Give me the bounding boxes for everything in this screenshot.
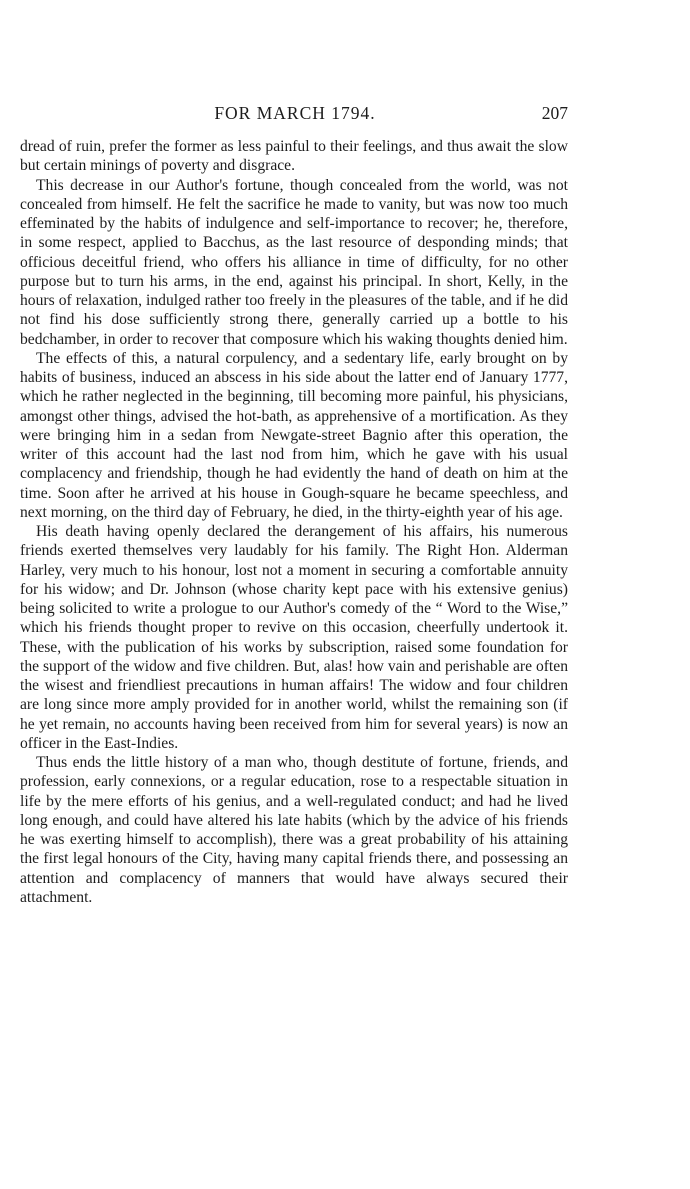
body-text <box>20 137 568 907</box>
paragraph-continued: dread of ruin, prefer the former as less painful to their feelings, and thus await the slow but certain minings of poverty and disgrace. <box>20 138 568 175</box>
paragraph-conclusion: Thus ends the little history of a man who, though destitute of fortune, friends, and profession, early connexions, or a regular education, rose to a respectable situation in life by the mere efforts of his genius, and a well-regulated conduct; and had he lived long enough, and could have altered his late habits (which by the advice of his friends he was exerting himself to accomplish), there was a great probability of his attaining the first legal honours of the City, having many capital friends there, and possessing an attention and complacency of manners that would have always secured their attachment. <box>20 754 568 906</box>
running-head <box>22 101 568 125</box>
paragraph-illness-and-death: The effects of this, a natural corpulency, and a sedentary life, early brought on by habits of business, induced an abscess in his side about the latter end of January 1777, which he rather neglected in the beginning, till becoming more painful, his physicians, amongst other things, advised the hot-bath, as apprehensive of a mortification. As they were bringing him in a sedan from Newgate-street Bagnio after this operation, the writer of this account had the last nod from him, which he gave with his usual complacency and friendship, though he had evidently the hand of death on him at the time. Soon after he arrived at his house in Gough-square he became speechless, and next morning, on the third day of February, he died, in the thirty-eighth year of his age. <box>20 349 568 521</box>
paragraph-fortune-decrease: This decrease in our Author's fortune, though concealed from the world, was not concealed from himself. He felt the sacrifice he made to vanity, but was now too much effeminated by the habits of indulgence and self-importance to recover; he, therefore, in some respect, applied to Bacchus, as the last resource of desponding minds; that officious deceitful friend, who offers his alliance in time of difficulty, for no other purpose but to turn his arms, in the end, against his principal. In short, Kelly, in the hours of relaxation, indulged rather too freely in the pleasures of the table, and if he did not find his dose sufficiently strong there, generally carried up a bottle to his bedchamber, in order to recover that composure which his waking thoughts denied him. <box>20 176 568 348</box>
paragraph-family-support: His death having openly declared the derangement of his affairs, his numerous friends exerted themselves very laudably for his family. The Right Hon. Alderman Harley, very much to his honour, lost not a moment in securing a comfortable annuity for his widow; and Dr. Johnson (whose charity kept pace with his extensive genius) being solicited to write a prologue to our Author's comedy of the “ Word to the Wise,” which his friends thought proper to revive on this occasion, cheerfully undertook it. These, with the publication of his works by subscription, raised some foundation for the support of the widow and five children. But, alas! how vain and perishable are often the wisest and friendliest precautions in human affairs! The widow and four children are long since more amply provided for in another world, whilst the remaining son (if he yet remain, no accounts having been received from him for several years) is now an officer in the East-Indies. <box>20 523 568 752</box>
page-number: 207 <box>541 103 568 123</box>
running-title: FOR MARCH 1794. <box>214 103 376 123</box>
